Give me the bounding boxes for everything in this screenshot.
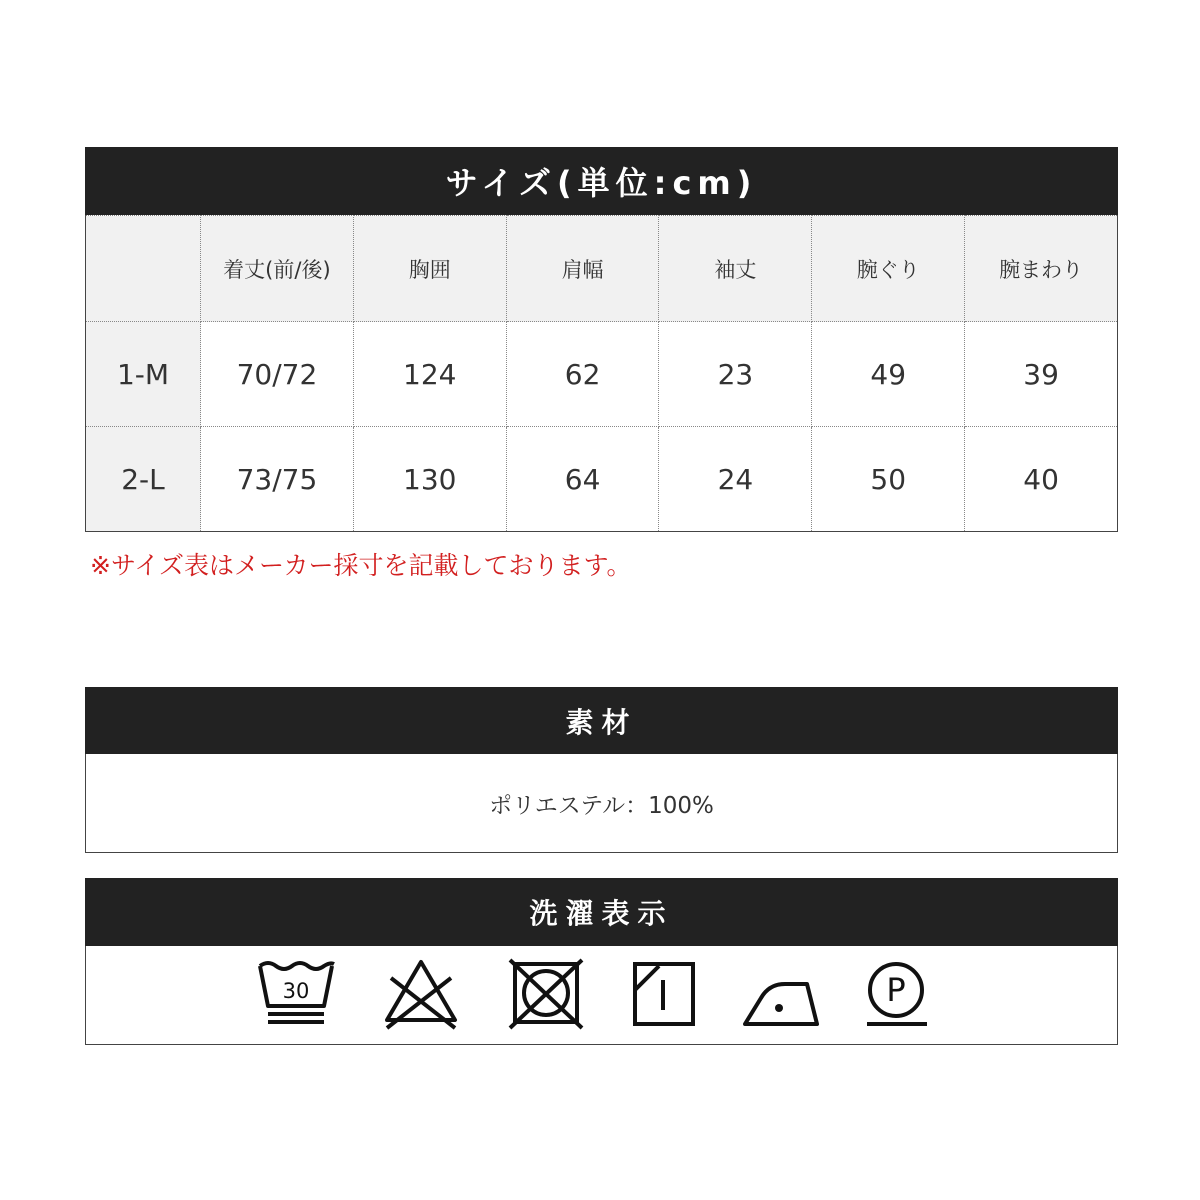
- table-cell: 70/72: [201, 322, 354, 427]
- header-length: 着丈(前/後): [201, 216, 354, 322]
- table-cell: 130: [353, 427, 506, 532]
- table-row: [86, 322, 1118, 427]
- table-cell: 73/75: [201, 427, 354, 532]
- table-cell: 40: [965, 427, 1118, 532]
- table-cell: 49: [812, 322, 965, 427]
- header-arm-circumference: 腕まわり: [965, 216, 1118, 322]
- table-row: [86, 427, 1118, 532]
- header-shoulder: 肩幅: [506, 216, 659, 322]
- wash-30-gentle-icon: [256, 958, 336, 1030]
- table-cell: 23: [659, 322, 812, 427]
- size-section-title: サイズ(単位:cm): [85, 147, 1118, 215]
- size-label: 2-L: [86, 427, 201, 532]
- table-cell: 64: [506, 427, 659, 532]
- size-label: 1-M: [86, 322, 201, 427]
- iron-low-icon: [741, 958, 823, 1030]
- header-armhole: 腕ぐり: [812, 216, 965, 322]
- table-cell: 124: [353, 322, 506, 427]
- material-content: [85, 754, 1118, 853]
- header-chest: 胸囲: [353, 216, 506, 322]
- material-section-title: 素材: [85, 687, 1118, 754]
- table-corner-cell: [86, 216, 201, 322]
- care-section-title: 洗濯表示: [85, 878, 1118, 946]
- no-bleach-icon: [381, 958, 461, 1030]
- dry-clean-letter: P: [886, 971, 906, 1009]
- dry-clean-p-gentle-icon: [861, 958, 933, 1030]
- wash-temperature: 30: [282, 979, 310, 1003]
- size-note: ※サイズ表はメーカー採寸を記載しております。: [90, 551, 632, 580]
- table-cell: 39: [965, 322, 1118, 427]
- no-tumble-dry-icon: [506, 958, 586, 1030]
- table-cell: 62: [506, 322, 659, 427]
- material-text: ポリエステル：100%: [489, 792, 714, 819]
- table-cell: 24: [659, 427, 812, 532]
- table-header-row: [86, 216, 1118, 322]
- size-table: [85, 215, 1118, 532]
- table-cell: 50: [812, 427, 965, 532]
- drip-dry-shade-icon: [631, 958, 701, 1030]
- care-symbols: [85, 946, 1118, 1045]
- header-sleeve: 袖丈: [659, 216, 812, 322]
